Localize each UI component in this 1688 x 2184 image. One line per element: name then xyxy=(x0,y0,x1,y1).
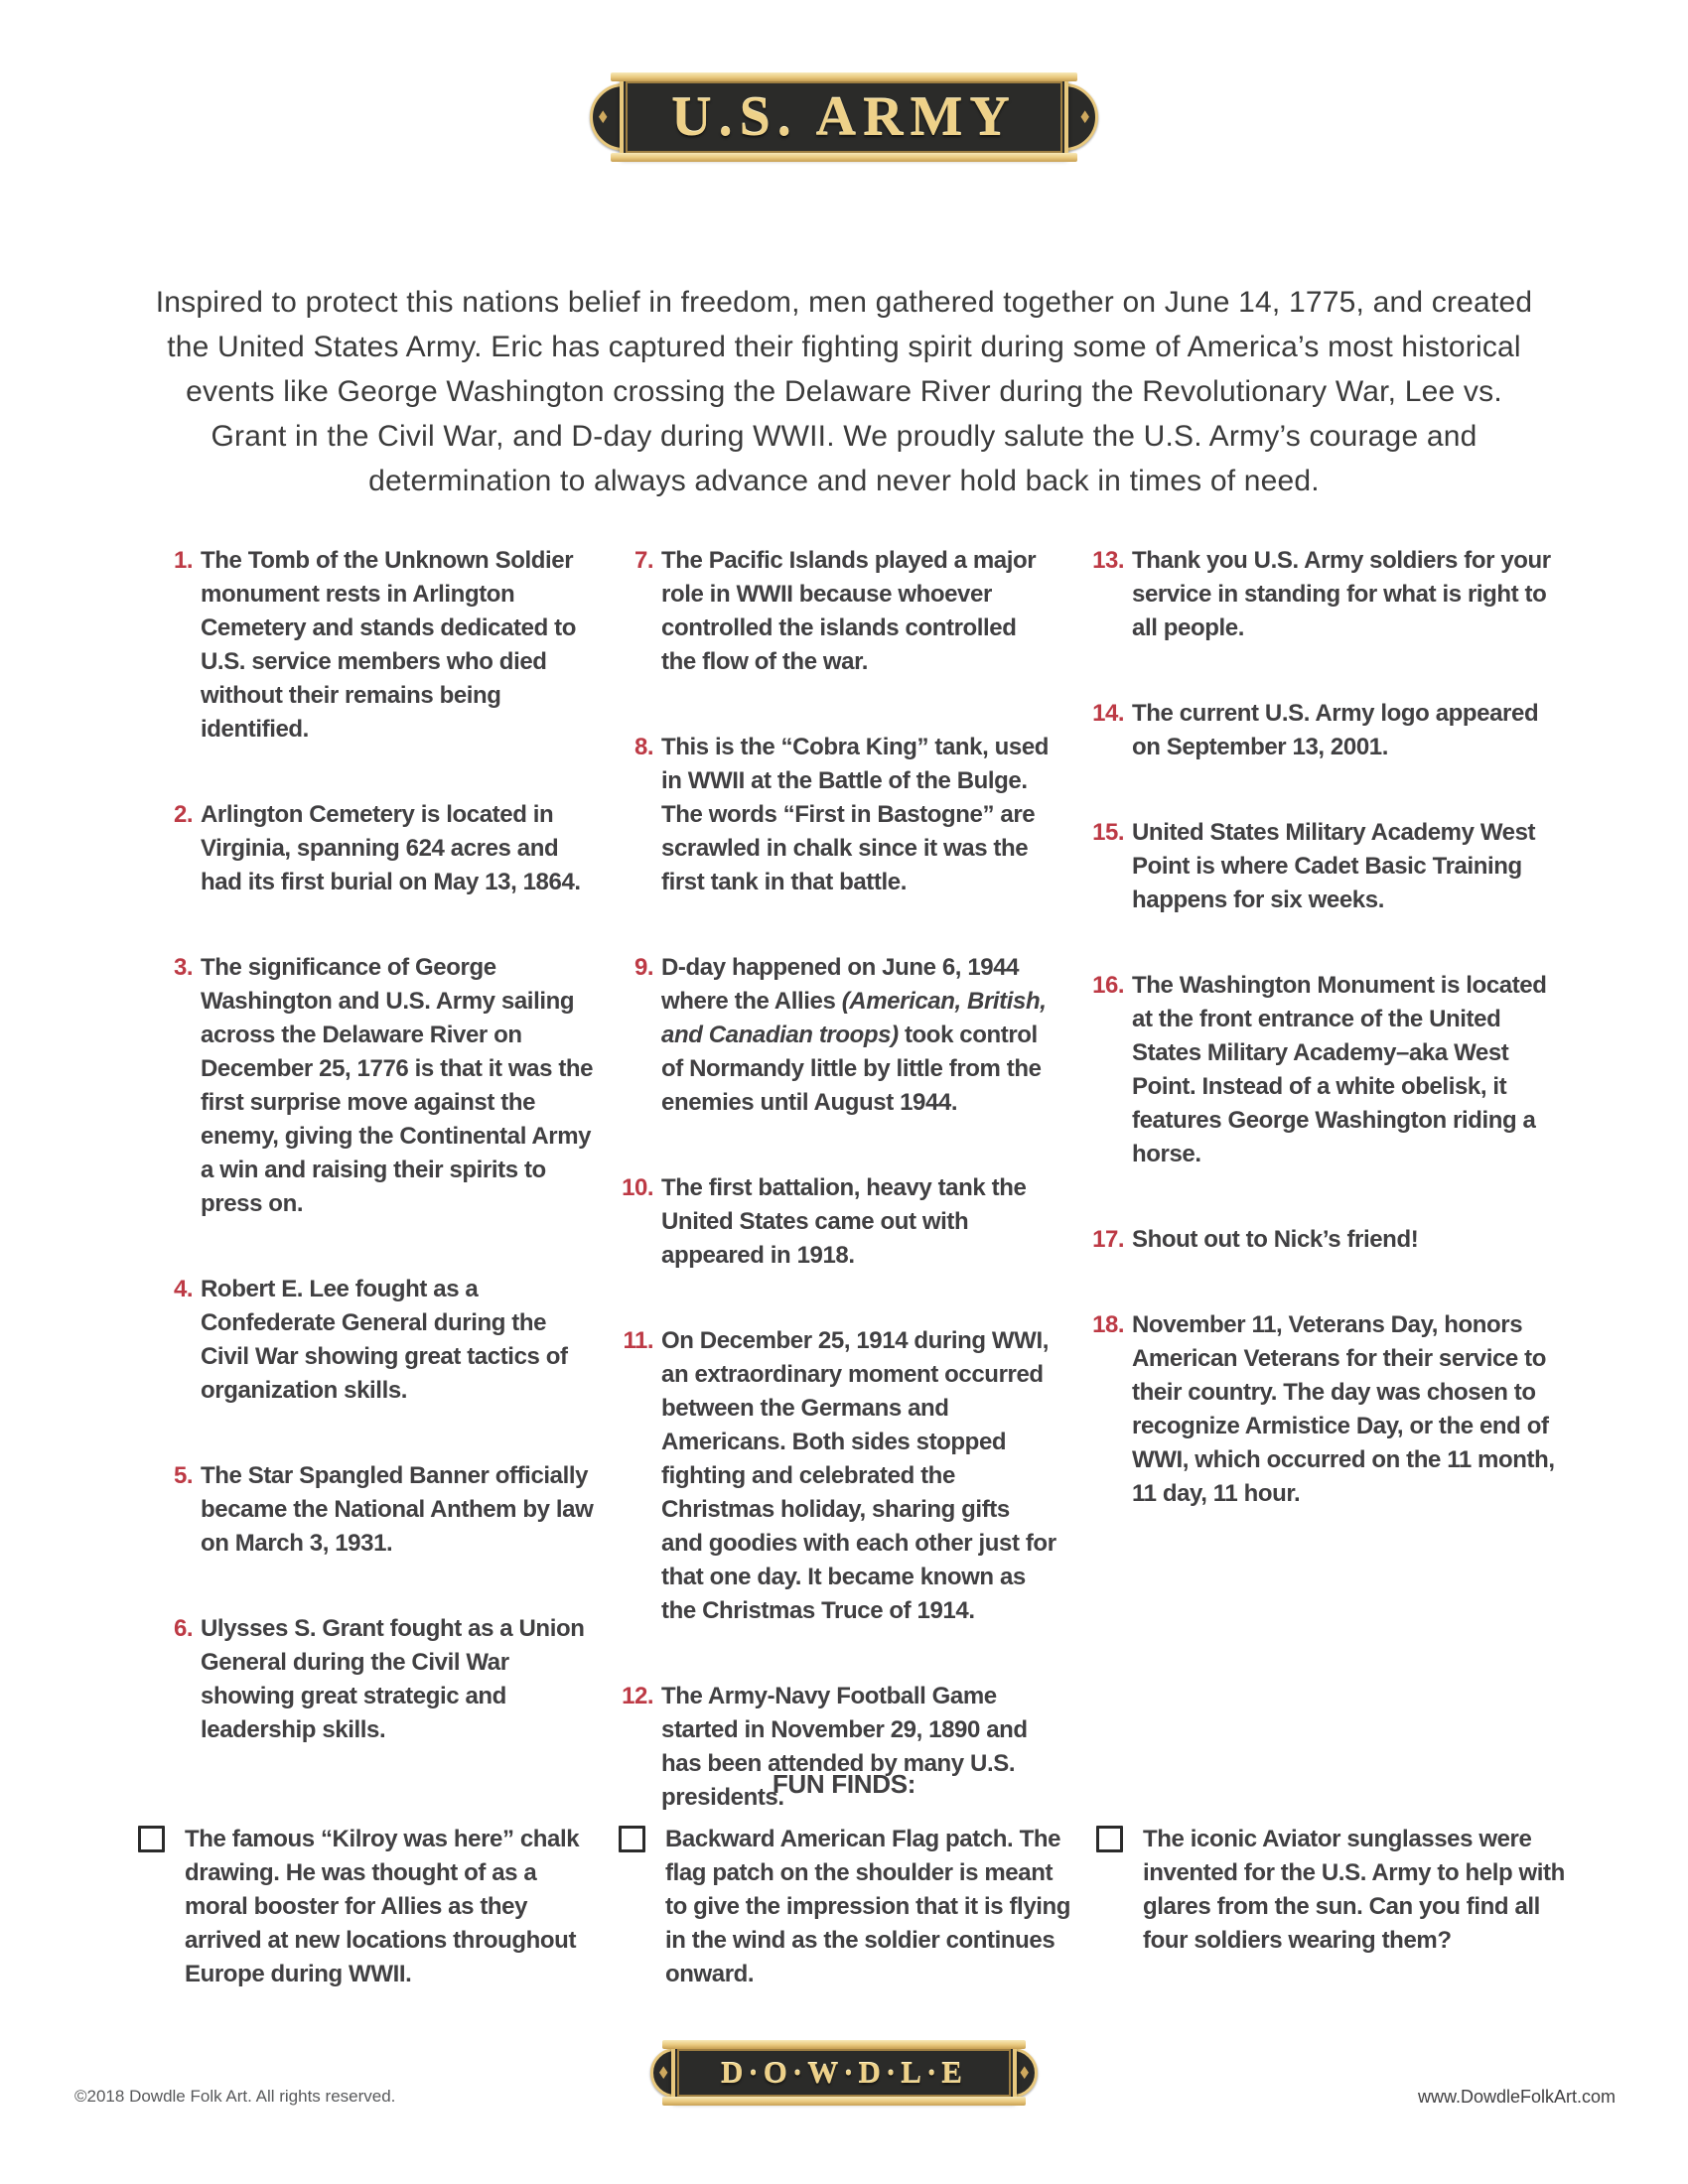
facts-column-1 xyxy=(151,544,596,1815)
fact-item xyxy=(612,1324,1056,1628)
fact-text: Shout out to Nick’s friend! xyxy=(1132,1226,1419,1253)
fact-item xyxy=(1082,1223,1569,1257)
fact-item xyxy=(151,544,596,747)
facts-column-2 xyxy=(612,544,1056,1815)
fact-text: November 11, Veterans Day, honors American Veterans for their service to their country. The day was chosen to recognize Armistice Day, or the end of WWI, which occurred on the 11 month, 11 day, 11 hour. xyxy=(1132,1311,1555,1507)
us-army-logo-text: U.S. ARMY xyxy=(671,86,1017,148)
fact-number: 16. xyxy=(1092,972,1124,999)
intro-paragraph: Inspired to protect this nations belief in freedom, men gathered together on June 14, 1775, and created the United States Army. Eric has captured their fighting spirit during some of America’s most historical events like George Washington crossing the Delaware River during the Revolutionary War, Lee vs. Grant in the Civil War, and D-day during WWII. We proudly salute the U.S. Army’s courage and determination to always advance and never hold back in times of need. xyxy=(155,286,1533,497)
dowdle-logo-plaque xyxy=(659,2043,1029,2103)
fact-number: 1. xyxy=(173,547,193,574)
plaque-ornament-icon: ◆ xyxy=(599,107,608,126)
copyright-text: ©2018 Dowdle Folk Art. All rights reserved. xyxy=(74,2087,396,2106)
plaque-bottom-band xyxy=(662,2097,1026,2106)
fact-text: Ulysses S. Grant fought as a Union General during the Civil War showing great strategic and leadership skills. xyxy=(201,1615,585,1743)
fact-number: 14. xyxy=(1092,700,1124,727)
fact-text: On December 25, 1914 during WWI, an extraordinary moment occurred between the Germans and Americans. Both sides stopped fighting and celebrated the Christmas holiday, sharing gifts and goodies with each other just for that one day. It became known as the Christmas Truce of 1914. xyxy=(661,1327,1056,1624)
fun-find-item xyxy=(138,1823,605,1991)
fact-text: Arlington Cemetery is located in Virginia, spanning 624 acres and had its first burial on May 13, 1864. xyxy=(201,801,581,895)
fact-text: The Tomb of the Unknown Soldier monument rests in Arlington Cemetery and stands dedicated to U.S. service members who died without their remains being identified. xyxy=(201,547,576,743)
fun-find-text: Backward American Flag patch. The flag patch on the shoulder is meant to give the impression that it is flying in the wind as the soldier continues onward. xyxy=(665,1826,1071,1987)
us-army-logo-plaque xyxy=(599,75,1089,159)
fact-text: Thank you U.S. Army soldiers for your service in standing for what is right to all people. xyxy=(1132,547,1551,641)
fact-text: The significance of George Washington and U.S. Army sailing across the Delaware River on December 25, 1776 is that it was the first surprise move against the enemy, giving the Continental Army a win and raising their spirits to press on. xyxy=(201,954,594,1217)
fact-text: The Pacific Islands played a major role in WWII because whoever controlled the islands controlled the flow of the war. xyxy=(661,547,1037,675)
fun-finds-row xyxy=(138,1823,1583,2043)
fact-number: 12. xyxy=(622,1683,653,1709)
website-text: www.DowdleFolkArt.com xyxy=(1417,2087,1616,2107)
fun-finds-heading: FUN FINDS: xyxy=(772,1769,916,1799)
fact-text: The first battalion, heavy tank the United States came out with appeared in 1918. xyxy=(661,1174,1027,1269)
fact-number: 11. xyxy=(623,1327,653,1354)
fact-item xyxy=(151,1273,596,1408)
fact-text-segment: took control of Normandy little by little from the enemies until August 1944. xyxy=(661,1022,1042,1116)
plaque-top-band xyxy=(611,72,1077,81)
fact-number: 10. xyxy=(622,1174,653,1201)
fact-number: 9. xyxy=(633,954,653,981)
fact-item xyxy=(151,1459,596,1561)
fact-number: 15. xyxy=(1092,819,1124,846)
fun-find-item xyxy=(619,1823,1080,1991)
fun-find-text: The famous “Kilroy was here” chalk drawing. He was thought of as a moral booster for Allies as they arrived at new locations throughout Europe during WWII. xyxy=(185,1826,580,1987)
fact-item xyxy=(1082,969,1569,1171)
facts-columns xyxy=(151,544,1569,1815)
fun-find-item xyxy=(1096,1823,1583,2043)
fact-text: The Star Spangled Banner officially became the National Anthem by law on March 3, 1931. xyxy=(201,1462,594,1557)
fact-text: This is the “Cobra King” tank, used in WWII at the Battle of the Bulge. The words “First in Bastogne” are scrawled in chalk since it was the first tank in that battle. xyxy=(661,734,1050,895)
checkbox-icon xyxy=(138,1826,165,1852)
plaque-ornament-icon: ◆ xyxy=(659,2063,668,2082)
plaque-face xyxy=(671,2043,1017,2103)
fact-item xyxy=(151,1612,596,1747)
fact-item xyxy=(1082,544,1569,645)
fun-find-text: The iconic Aviator sunglasses were invented for the U.S. Army to help with glares from the sun. Can you find all four soldiers wearing them? xyxy=(1143,1826,1565,1954)
fact-number: 17. xyxy=(1092,1226,1124,1253)
plaque-ornament-icon: ◆ xyxy=(1080,107,1089,126)
fact-text-italic: (American, British, and Canadian troops) xyxy=(661,988,1047,1048)
fact-text: Robert E. Lee fought as a Confederate General during the Civil War showing great tactics of organization skills. xyxy=(201,1276,568,1404)
fact-text: The current U.S. Army logo appeared on September 13, 2001. xyxy=(1132,700,1539,760)
fact-item xyxy=(151,951,596,1221)
fact-item xyxy=(612,1171,1056,1273)
fact-text-segment: D-day happened on June 6, 1944 where the Allies xyxy=(661,954,1020,1015)
fact-text: The Washington Monument is located at the front entrance of the United States Military Academy–aka West Point. Instead of a white obelisk, it features George Washington riding a horse. xyxy=(1132,972,1547,1167)
plaque-bottom-band xyxy=(611,153,1077,162)
fact-number: 5. xyxy=(173,1462,193,1489)
facts-column-3 xyxy=(1082,544,1569,1815)
fact-number: 7. xyxy=(633,547,653,574)
fact-item xyxy=(612,951,1056,1120)
fact-number: 18. xyxy=(1092,1311,1124,1338)
checkbox-icon xyxy=(1096,1826,1123,1852)
plaque-ornament-icon: ◆ xyxy=(1020,2063,1029,2082)
fact-item xyxy=(1082,1308,1569,1511)
fact-item xyxy=(612,544,1056,679)
fact-text: The Army-Navy Football Game started in November 29, 1890 and has been attended by many U.S. presidents. xyxy=(661,1683,1028,1811)
fact-number: 6. xyxy=(173,1615,193,1642)
fact-number: 8. xyxy=(633,734,653,760)
fact-number: 3. xyxy=(173,954,193,981)
fact-number: 4. xyxy=(173,1276,193,1302)
fact-text xyxy=(661,951,1056,1120)
plaque-top-band xyxy=(662,2040,1026,2049)
dowdle-logo-text: D·O·W·D·L·E xyxy=(721,2055,967,2090)
fact-text: United States Military Academy West Point is where Cadet Basic Training happens for six weeks. xyxy=(1132,819,1536,913)
fact-item xyxy=(612,731,1056,899)
plaque-face xyxy=(620,75,1068,159)
fact-item xyxy=(1082,816,1569,917)
fact-item xyxy=(151,798,596,899)
fact-number: 2. xyxy=(173,801,193,828)
checkbox-icon xyxy=(619,1826,645,1852)
fact-item xyxy=(1082,697,1569,764)
fact-number: 13. xyxy=(1092,547,1124,574)
